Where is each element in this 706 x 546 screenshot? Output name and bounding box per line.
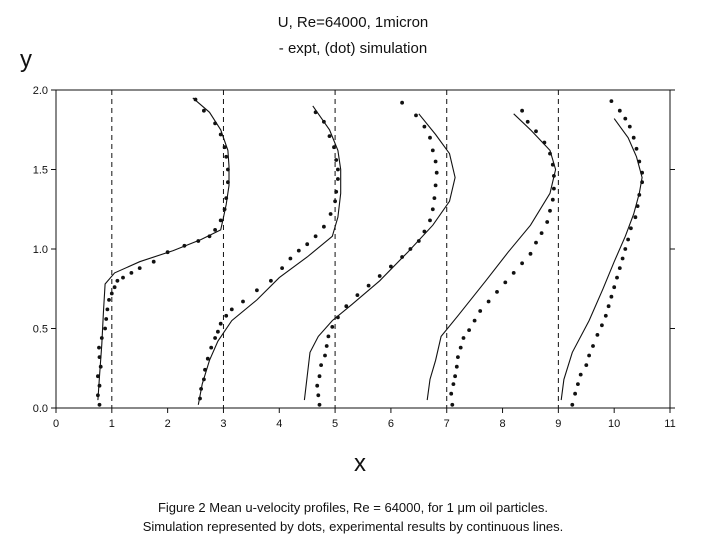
experiment-profile-line <box>198 106 340 405</box>
simulation-point <box>325 344 329 348</box>
simulation-point <box>428 136 432 140</box>
simulation-point <box>100 336 104 340</box>
x-tick-label: 6 <box>387 418 394 430</box>
simulation-point <box>219 133 223 137</box>
simulation-point <box>224 155 228 159</box>
simulation-point <box>213 336 217 340</box>
chart-title: U, Re=64000, 1micron <box>277 14 429 31</box>
x-tick-label: 3 <box>220 418 227 430</box>
simulation-point <box>389 265 393 269</box>
x-tick-label: 5 <box>332 418 339 430</box>
simulation-point <box>503 281 507 285</box>
simulation-point <box>318 374 322 378</box>
simulation-point <box>626 238 630 242</box>
simulation-point <box>604 314 608 318</box>
simulation-point <box>548 152 552 156</box>
simulation-point <box>99 365 103 369</box>
simulation-point <box>417 239 421 243</box>
simulation-point <box>534 241 538 245</box>
simulation-point <box>409 247 413 251</box>
simulation-point <box>356 293 360 297</box>
simulation-point <box>552 174 556 178</box>
simulation-point <box>96 393 100 397</box>
simulation-point <box>431 207 435 211</box>
simulation-point <box>520 109 524 113</box>
chart-subtitle: - expt, (dot) simulation <box>278 40 428 57</box>
simulation-point <box>495 290 499 294</box>
simulation-point <box>344 304 348 308</box>
simulation-point <box>297 249 301 253</box>
simulation-point <box>414 114 418 118</box>
y-tick-label: 2.0 <box>32 85 48 97</box>
simulation-point <box>548 209 552 213</box>
x-tick-label: 0 <box>52 418 60 430</box>
simulation-point <box>323 354 327 358</box>
simulation-point <box>623 117 627 121</box>
y-axis-label: y <box>20 46 32 73</box>
simulation-point <box>540 231 544 235</box>
simulation-point <box>459 346 463 350</box>
simulation-point <box>462 336 466 340</box>
simulation-point <box>543 141 547 145</box>
simulation-point <box>570 403 574 407</box>
y-tick-label: 1.0 <box>32 244 48 256</box>
simulation-point <box>551 198 555 202</box>
experiment-profile-line <box>304 114 455 400</box>
simulation-point <box>551 163 555 167</box>
simulation-point <box>328 134 332 138</box>
simulation-point <box>255 288 259 292</box>
simulation-point <box>107 298 111 302</box>
simulation-point <box>96 374 100 378</box>
simulation-point <box>431 149 435 153</box>
simulation-point <box>552 187 556 191</box>
x-tick-label: 2 <box>164 418 171 430</box>
x-tick-label: 8 <box>499 418 506 430</box>
y-tick-label: 0.5 <box>32 323 48 336</box>
simulation-point <box>219 322 223 326</box>
simulation-point <box>629 226 633 230</box>
simulation-point <box>637 160 641 164</box>
x-tick-label: 9 <box>555 418 562 430</box>
simulation-point <box>400 255 404 259</box>
simulation-point <box>269 279 273 283</box>
simulation-point <box>618 109 622 113</box>
simulation-point <box>607 304 611 308</box>
simulation-point <box>203 368 207 372</box>
simulation-point <box>637 193 641 197</box>
simulation-point <box>130 271 134 275</box>
simulation-point <box>334 190 338 194</box>
simulation-point <box>121 276 125 280</box>
simulation-point <box>305 242 309 246</box>
x-tick-label: 1 <box>108 418 115 430</box>
simulation-point <box>206 357 210 361</box>
simulation-point <box>322 120 326 124</box>
simulation-point <box>116 279 120 283</box>
simulation-point <box>209 346 213 350</box>
simulation-point <box>584 363 588 367</box>
simulation-point <box>213 122 217 126</box>
simulation-point <box>632 136 636 140</box>
simulation-point <box>640 171 644 175</box>
simulation-point <box>628 125 632 129</box>
simulation-point <box>634 215 638 219</box>
simulation-point <box>610 99 614 103</box>
simulation-point <box>428 219 432 223</box>
simulation-point <box>199 387 203 391</box>
simulation-point <box>400 101 404 105</box>
simulation-point <box>213 228 217 232</box>
simulation-point <box>621 257 625 261</box>
simulation-point <box>216 330 220 334</box>
simulation-point <box>329 212 333 216</box>
simulation-point <box>183 244 187 248</box>
simulation-point <box>453 374 457 378</box>
simulation-point <box>223 145 227 149</box>
simulation-point <box>98 384 102 388</box>
simulation-point <box>434 184 438 188</box>
simulation-point <box>322 225 326 229</box>
simulation-point <box>97 346 101 350</box>
simulation-point <box>623 247 627 251</box>
simulation-point <box>332 145 336 149</box>
simulation-point <box>196 239 200 243</box>
simulation-point <box>545 220 549 224</box>
simulation-point <box>600 323 604 327</box>
simulation-point <box>241 300 245 304</box>
simulation-point <box>640 180 644 184</box>
simulation-point <box>208 234 212 238</box>
simulation-point <box>576 382 580 386</box>
simulation-point <box>618 266 622 270</box>
simulation-point <box>334 158 338 162</box>
x-tick-label: 10 <box>608 418 621 430</box>
x-tick-label: 7 <box>443 418 450 430</box>
simulation-point <box>336 177 340 181</box>
simulation-point <box>224 314 228 318</box>
simulation-point <box>596 333 600 337</box>
simulation-point <box>230 308 234 312</box>
experiment-profile-line <box>98 98 229 400</box>
simulation-point <box>106 308 110 312</box>
simulation-point <box>224 196 228 200</box>
simulation-point <box>423 125 427 129</box>
simulation-point <box>378 274 382 278</box>
simulation-point <box>202 378 206 382</box>
simulation-point <box>579 373 583 377</box>
simulation-point <box>226 180 230 184</box>
simulation-point <box>113 285 117 289</box>
simulation-point <box>529 252 533 256</box>
simulation-point <box>478 309 482 313</box>
simulation-point <box>520 261 524 265</box>
simulation-point <box>318 403 322 407</box>
simulation-point <box>526 120 530 124</box>
experiment-profile-line <box>561 119 642 401</box>
simulation-point <box>473 319 477 323</box>
simulation-point <box>319 363 323 367</box>
simulation-point <box>219 219 223 223</box>
simulation-point <box>612 285 616 289</box>
simulation-point <box>433 196 437 200</box>
y-tick-label: 0.0 <box>32 403 48 415</box>
simulation-point <box>289 257 293 261</box>
simulation-point <box>198 397 202 401</box>
simulation-point <box>455 365 459 369</box>
simulation-point <box>223 207 227 211</box>
simulation-point <box>434 160 438 164</box>
simulation-point <box>110 292 114 296</box>
simulation-point <box>534 129 538 133</box>
figure-caption-line-2: Simulation represented by dots, experimental results by continuous lines. <box>142 519 564 534</box>
simulation-point <box>314 110 318 114</box>
x-axis-label: x <box>354 450 366 477</box>
simulation-point <box>367 284 371 288</box>
simulation-point <box>450 403 454 407</box>
simulation-point <box>314 234 318 238</box>
figure-caption-line-1: Figure 2 Mean u-velocity profiles, Re = 64000, for 1 μm oil particles. <box>157 500 549 515</box>
simulation-point <box>487 300 491 304</box>
x-tick-label: 4 <box>276 418 283 430</box>
simulation-point <box>280 266 284 270</box>
simulation-point <box>138 266 142 270</box>
simulation-point <box>152 260 156 264</box>
simulation-point <box>610 295 614 299</box>
y-tick-label: 1.5 <box>32 164 48 177</box>
simulation-point <box>467 328 471 332</box>
simulation-point <box>573 392 577 396</box>
simulation-point <box>591 344 595 348</box>
simulation-point <box>98 355 102 359</box>
simulation-point <box>456 355 460 359</box>
simulation-point <box>423 230 427 234</box>
simulation-point <box>98 403 102 407</box>
simulation-point <box>452 382 456 386</box>
simulation-point <box>587 354 591 358</box>
simulation-point <box>166 250 170 254</box>
plot-frame <box>56 90 670 408</box>
simulation-point <box>330 325 334 329</box>
simulation-point <box>635 147 639 151</box>
simulation-point <box>315 384 319 388</box>
simulation-point <box>449 392 453 396</box>
simulation-point <box>512 271 516 275</box>
simulation-point <box>615 276 619 280</box>
simulation-point <box>435 171 439 175</box>
simulation-point <box>202 109 206 113</box>
x-tick-label: 11 <box>664 418 676 430</box>
simulation-point <box>104 317 108 321</box>
simulation-point <box>327 335 331 339</box>
simulation-point <box>636 204 640 208</box>
simulation-point <box>103 327 107 331</box>
simulation-point <box>194 98 198 102</box>
simulation-point <box>336 316 340 320</box>
simulation-point <box>333 199 337 203</box>
simulation-point <box>226 168 230 172</box>
simulation-point <box>336 168 340 172</box>
simulation-point <box>316 393 320 397</box>
